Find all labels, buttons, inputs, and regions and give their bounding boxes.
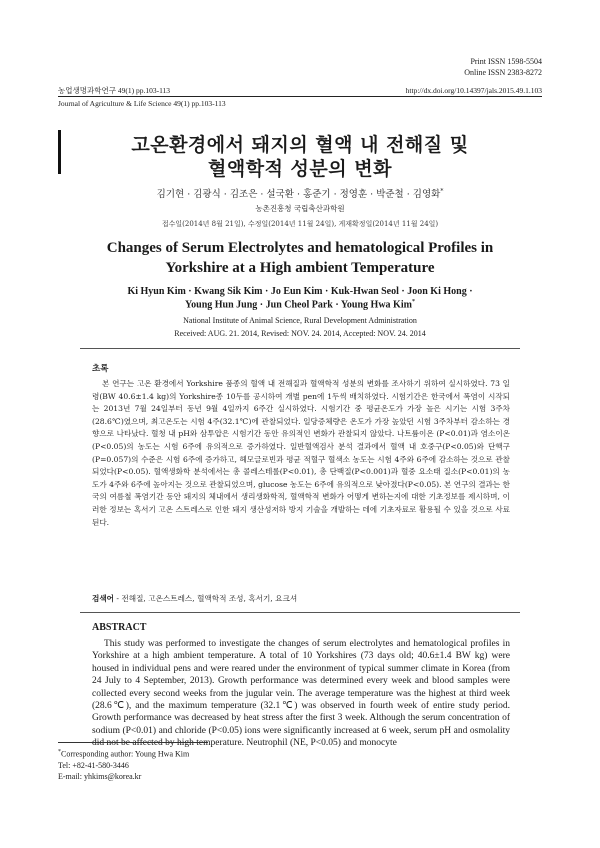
header-rule — [58, 96, 542, 97]
footnote-author — [58, 747, 189, 760]
title-en-line-1: Changes of Serum Electrolytes and hematological Profiles in — [106, 240, 494, 256]
corresponding-mark: * — [440, 187, 444, 195]
divider-middle — [80, 612, 520, 613]
divider-top — [80, 348, 520, 349]
issn-block — [464, 56, 542, 78]
abstract-kr — [92, 378, 510, 529]
footnote-rule — [58, 742, 208, 743]
authors-en-line-2 — [60, 299, 540, 310]
footnote-email[interactable]: E-mail: yhkims@korea.kr — [58, 771, 142, 781]
journal-en: Journal of Agriculture & Life Science 49(1) pp.103-113 — [58, 99, 226, 108]
footnote-author-text: Corresponding author: Young Hwa Kim — [61, 749, 190, 759]
authors-kr — [60, 186, 540, 200]
keywords-label: 검색어 — [92, 594, 115, 603]
footnote — [58, 747, 189, 782]
affiliation-en: National Institute of Animal Science, Rural Development Administration — [183, 316, 417, 325]
abstract-kr-heading: 초록 — [92, 364, 109, 374]
doi-link[interactable]: http://dx.doi.org/10.14397/jals.2015.49.1.103 — [405, 86, 542, 95]
corresponding-mark-en: * — [411, 299, 415, 305]
abstract-en-heading: ABSTRACT — [92, 622, 147, 633]
affiliation-kr: 농촌진흥청 국립축산과학원 — [255, 204, 345, 213]
title-kr-line-1: 고온환경에서 돼지의 혈액 내 전해질 및 — [131, 134, 469, 156]
abstract-kr-text: 본 연구는 고온 환경에서 Yorkshire 품종의 혈액 내 전해질과 혈액학적 성분의 변화를 조사하기 위하여 실시하였다. 73 일령(BW 40.6±1.4 kg)의 Yorkshire종 10두를 공시하여 개별 pen에 1두씩 배치하였다. 시험기간은 한국에서 폭염이 시작되는 2013년 7월 24일부터 동년 9월 4일까지 6주간 실시하였다. 시험기간 중 평균온도가 가장 높은 시기는 시험 3주차(28.6℃)였으며, 최고온도는 시험 4주(32.1℃)에 관찰되었다. 일당증체량은 온도가 가장 높았던 시험 3주차부터 감소하는 경향으로 나타났다. 혈청 내 pH와 삼투압은 시험기간 동안 유의적인 변화가 관찰되지 않았다. 나트륨이온 (P<0.01)과 염소이온(P<0.05)의 농도는 시험 6주에 유의적으로 증가하였다. 일반혈액검사 분석 결과에서 혈액 내 호중구(P<0.05)와 단핵구(P=0.057)의 수준은 시험 6주에 증가하고, 헤모글로빈과 평균 적혈구 혈색소 농도는 시험 4주와 6주에 감소하는 것으로 관찰되었다(P<0.05). 혈액생화학 분석에서는 총 콜레스테롤(P<0.01), 총 단백질(P<0.001)과 혈중 요소태 질소(P<0.01)의 농도가 4주와 6주에 높아지는 것으로 관찰되었으며, glucose 농도는 6주에 유의적으로 낮아졌다(P<0.05). 본 연구의 결과는 한국의 여름철 폭염기간 동안 돼지의 체내에서 생리생화학적, 혈액학적 변화가 어떻게 변하는지에 대한 기초정보를 제시하며, 이러한 정보는 혹서기 고온 스트레스로 인한 돼지 생산성저하 방지 기술을 개발하는 데에 기초자료로 활용될 수 있을 것으로 사료된다. — [92, 379, 510, 527]
footnote-mark: * — [58, 749, 61, 755]
print-issn: Print ISSN 1598-5504 — [470, 57, 542, 66]
authors-en-names-2: Young Hun Jung · Jun Cheol Park · Young Hwa Kim — [185, 299, 412, 311]
keywords-list: - 전해질, 고온스트레스, 혈액학적 조성, 혹서기, 요크셔 — [114, 594, 298, 603]
keywords-kr — [92, 593, 510, 604]
authors-kr-names: 김기현 · 김광식 · 김조은 · 설국환 · 홍준기 · 정영훈 · 박준철 · 김영화 — [156, 189, 441, 200]
footnote-tel: Tel: +82-41-580-3446 — [58, 760, 129, 770]
dates-en: Received: AUG. 21. 2014, Revised: NOV. 24. 2014, Accepted: NOV. 24. 2014 — [174, 329, 426, 338]
title-en-line-2: Yorkshire at a High ambient Temperature — [165, 260, 435, 276]
journal-header-line — [58, 86, 542, 96]
journal-kr: 농업생명과학연구 49(1) pp.103-113 — [58, 86, 171, 95]
online-issn: Online ISSN 2383-8272 — [464, 68, 542, 77]
authors-en-line-1: Ki Hyun Kim · Kwang Sik Kim · Jo Eun Kim · Kuk-Hwan Seol · Joon Ki Hong · — [127, 286, 473, 297]
dates-kr: 접수일(2014년 8월 21일), 수정일(2014년 11월 24일), 게재확정일(2014년 11월 24일) — [161, 220, 439, 228]
abstract-en-text: This study was performed to investigate the changes of serum electrolytes and hematological profiles in Yorkshire at a high ambient temperature. A total of 10 Yorkshires (73 days old; 40.6±1.4 BW kg) were housed in individual pens and were reared under the environment of typical summer climate in Korea (from 24 July to 4 September, 2013). Growth performance was determined every week and blood samples were collected every second weeks from the jugular vein. The average temperature was the highest at third week (28.6℃), and the maximum temperature (32.1℃) was observed in fourth week of entire study period. Growth performance was decreased by heat stress after the first 3 week. Although the serum concentration of sodium (P<0.01) and chloride (P<0.05) ions were significantly increased at 6 week, serum pH and osmolality did not be affected by high temperature. Neutrophil (NE, P<0.05) and monocyte — [92, 639, 510, 749]
title-kr-line-2: 혈액학적 성분의 변화 — [208, 158, 392, 180]
abstract-en — [92, 638, 510, 750]
